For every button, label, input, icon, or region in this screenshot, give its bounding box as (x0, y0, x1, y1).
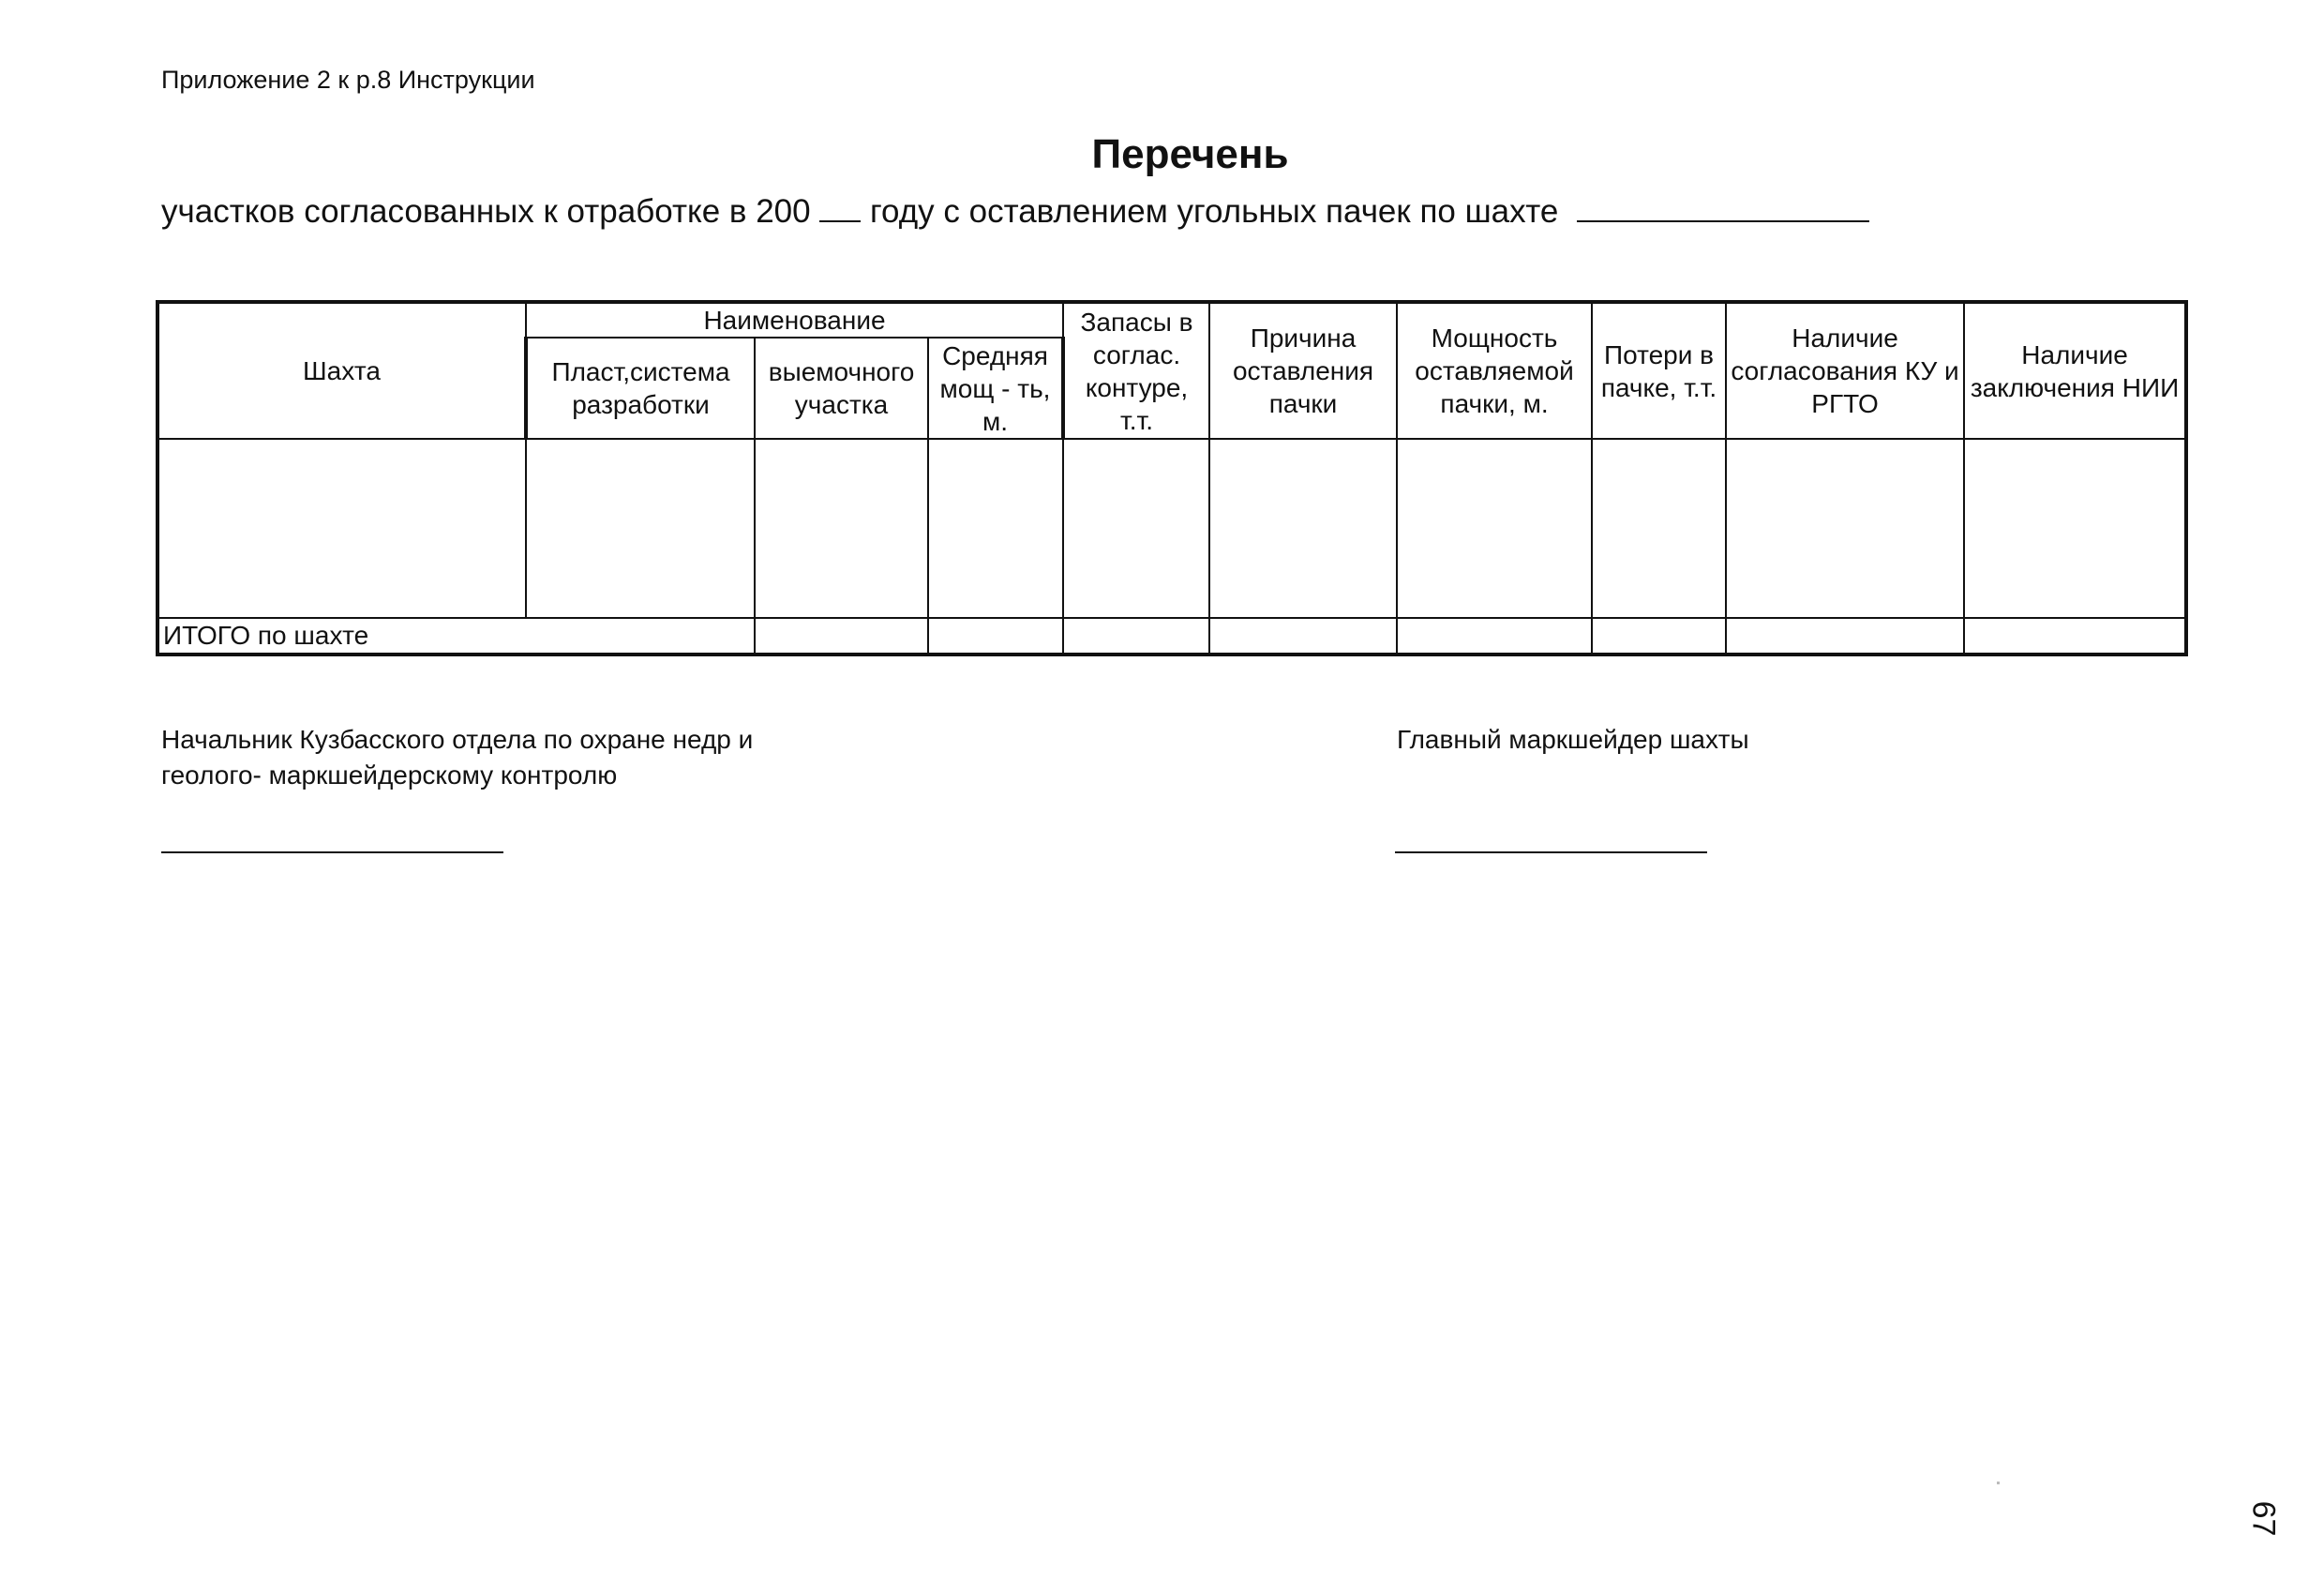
signature-block-right (1397, 722, 1749, 758)
signatory-title-left-line1: Начальник Кузбасского отдела по охране недр и (161, 725, 754, 754)
subtitle-text-start: участков согласованных к отработке в 200 (161, 193, 820, 230)
signature-line-left[interactable] (161, 851, 503, 853)
cell-left-thickness[interactable] (1397, 439, 1592, 618)
document-subtitle (161, 192, 1869, 231)
header-left-thickness: Мощность оставляемой пачки, м. (1397, 302, 1592, 439)
table-row (157, 439, 2186, 618)
cell-losses[interactable] (1592, 439, 1726, 618)
cell-seam[interactable] (526, 439, 755, 618)
total-row (157, 618, 2186, 655)
header-approval: Наличие согласования КУ и РГТО (1726, 302, 1964, 439)
header-reserves: Запасы в соглас. контуре, т.т. (1063, 302, 1209, 439)
cell-section[interactable] (755, 439, 928, 618)
header-losses: Потери в пачке, т.т. (1592, 302, 1726, 439)
cell-reason[interactable] (1209, 439, 1397, 618)
total-cell-approval[interactable] (1726, 618, 1964, 655)
cell-approval[interactable] (1726, 439, 1964, 618)
header-section: выемочного участка (755, 338, 928, 439)
cell-mine[interactable] (157, 439, 526, 618)
cell-avg-thickness[interactable] (928, 439, 1063, 618)
total-cell-reserves[interactable] (1063, 618, 1209, 655)
sections-register-table (156, 300, 2188, 656)
total-cell-left-thickness[interactable] (1397, 618, 1592, 655)
header-mine: Шахта (157, 302, 526, 439)
header-row-group (157, 302, 2186, 338)
mine-name-blank-field[interactable] (1577, 192, 1869, 222)
total-cell-reason[interactable] (1209, 618, 1397, 655)
total-label: ИТОГО по шахте (157, 618, 755, 655)
header-reason: Причина оставления пачки (1209, 302, 1397, 439)
appendix-note: Приложение 2 к р.8 Инструкции (161, 66, 535, 94)
signatory-title-right: Главный маркшейдер шахты (1397, 725, 1749, 754)
signatory-title-left-line2: геолого- маркшейдерскому контролю (161, 760, 618, 790)
total-cell-section[interactable] (755, 618, 928, 655)
header-group-name: Наименование (526, 302, 1063, 338)
signature-line-right[interactable] (1395, 851, 1707, 853)
scan-speck (1997, 1482, 2000, 1484)
year-blank-field[interactable] (819, 192, 861, 222)
document-title: Перечень (1091, 131, 1289, 177)
total-cell-conclusion[interactable] (1964, 618, 2186, 655)
header-seam: Пласт,система разработки (526, 338, 755, 439)
page-number: 67 (2245, 1500, 2282, 1537)
total-cell-avg-thickness[interactable] (928, 618, 1063, 655)
signature-block-left (161, 722, 753, 793)
total-cell-losses[interactable] (1592, 618, 1726, 655)
header-avg-thickness: Средняя мощ - ть, м. (928, 338, 1063, 439)
header-conclusion: Наличие заключения НИИ (1964, 302, 2186, 439)
cell-conclusion[interactable] (1964, 439, 2186, 618)
subtitle-text-middle: году с оставлением угольных пачек по шахте (861, 193, 1568, 230)
cell-reserves[interactable] (1063, 439, 1209, 618)
